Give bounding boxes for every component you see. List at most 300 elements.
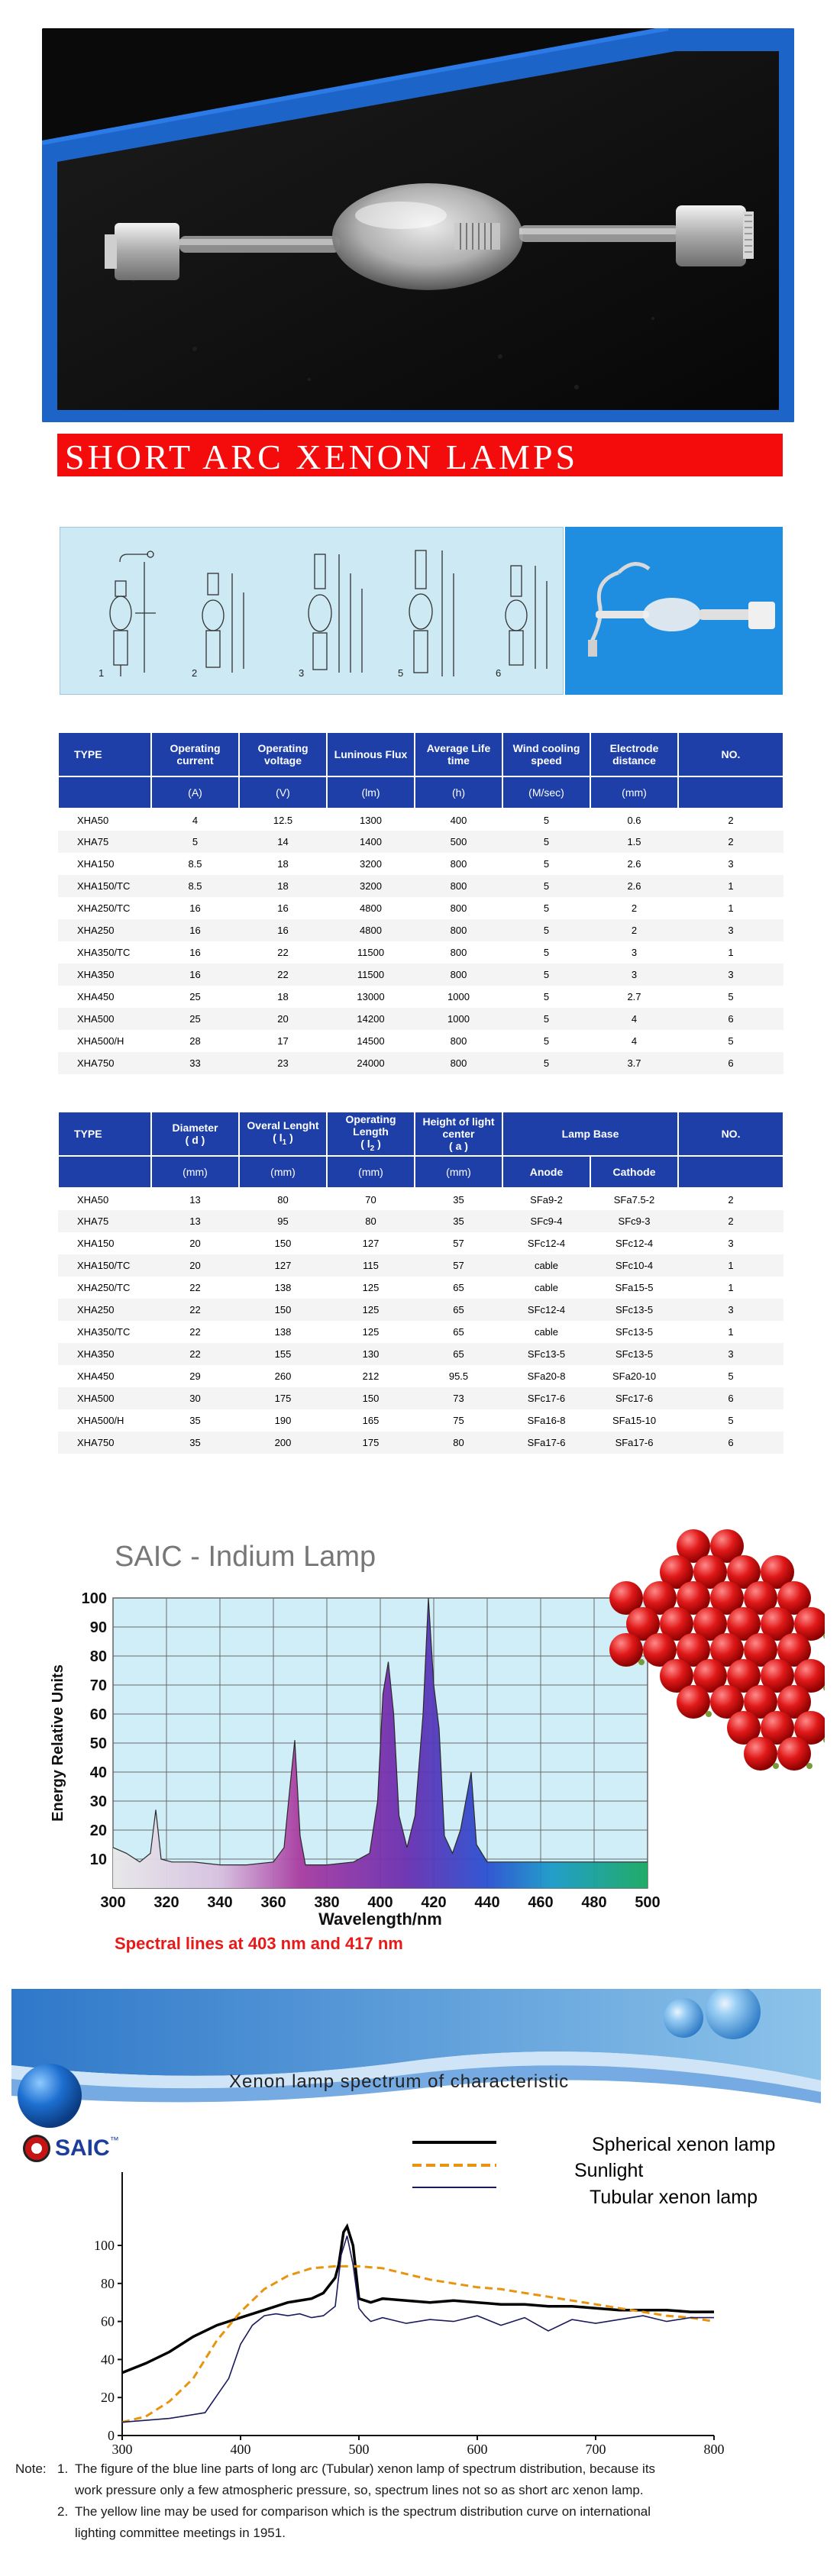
indium-y-tick: 70 — [89, 1677, 107, 1694]
table-cell: 18 — [239, 875, 327, 897]
table-cell: 16 — [151, 941, 239, 964]
table-row — [58, 1387, 783, 1409]
note-number-2: 2. — [57, 2504, 69, 2519]
indium-x-tick: 500 — [635, 1894, 661, 1911]
table-cell: 2 — [678, 1210, 783, 1232]
table-cell: 16 — [151, 919, 239, 941]
table-cell: 212 — [327, 1365, 415, 1387]
table-cell: 4800 — [327, 919, 415, 941]
table-cell: 70 — [327, 1188, 415, 1210]
table-cell: 35 — [415, 1188, 502, 1210]
table-cell: 25 — [151, 1008, 239, 1030]
table-cell: 6 — [678, 1008, 783, 1030]
electrical-specs-table — [57, 731, 784, 1074]
table-cell: 3.7 — [590, 1052, 678, 1074]
table-cell: 22 — [239, 964, 327, 986]
table-cell: 400 — [415, 809, 502, 831]
table-cell: 5 — [678, 1365, 783, 1387]
figure-number-1: 1 — [99, 667, 105, 679]
table-cell: SFc13-5 — [590, 1299, 678, 1321]
table-cell: 22 — [151, 1321, 239, 1343]
dimension-specs-table — [57, 1111, 784, 1454]
table-cell: 2 — [678, 809, 783, 831]
xenon-x-tick: 500 — [348, 2442, 370, 2455]
xenon-x-tick-labels — [112, 2436, 725, 2455]
unit-cell — [58, 1156, 151, 1188]
table-cell: 2.6 — [590, 875, 678, 897]
unit-cell: (mm) — [590, 776, 678, 809]
table-cell: 5 — [678, 1409, 783, 1432]
molecule-atom — [677, 1685, 710, 1719]
table-row — [58, 986, 783, 1008]
table-cell: 35 — [151, 1409, 239, 1432]
table-cell: 22 — [239, 941, 327, 964]
table-cell: 2 — [678, 1188, 783, 1210]
table-cell: 500 — [415, 831, 502, 853]
table-cell: 5 — [502, 897, 590, 919]
table-cell: XHA350 — [58, 964, 151, 986]
table-row — [58, 1232, 783, 1254]
saic-trademark: ™ — [109, 2135, 119, 2145]
table-cell: 125 — [327, 1299, 415, 1321]
note-1-line-1: The figure of the blue line parts of long arc (Tubular) xenon lamp of spectrum distribution, because its — [75, 2461, 656, 2476]
table-cell: 16 — [239, 919, 327, 941]
table-cell: 190 — [239, 1409, 327, 1432]
table-row — [58, 1188, 783, 1210]
table-cell: 3200 — [327, 853, 415, 875]
table-cell: 138 — [239, 1321, 327, 1343]
table-cell: 30 — [151, 1387, 239, 1409]
table-cell: SFa9-2 — [502, 1188, 590, 1210]
unit-cell: (V) — [239, 776, 327, 809]
table-cell: 260 — [239, 1365, 327, 1387]
table-cell: 35 — [151, 1432, 239, 1454]
table-cell: 14500 — [327, 1030, 415, 1052]
table-cell: XHA150/TC — [58, 875, 151, 897]
table-cell: 28 — [151, 1030, 239, 1052]
xenon-x-tick: 400 — [230, 2442, 251, 2455]
table-cell: SFa7.5-2 — [590, 1188, 678, 1210]
table-cell: XHA350/TC — [58, 1321, 151, 1343]
note-2-line-1: The yellow line may be used for comparison which is the spectrum distribution curve on international — [75, 2504, 651, 2519]
table-row — [58, 1008, 783, 1030]
table-cell: 0.6 — [590, 809, 678, 831]
indium-x-tick: 400 — [367, 1894, 393, 1911]
lamp-dimension-diagrams — [60, 527, 564, 695]
dimension-specs-rows — [58, 1188, 783, 1454]
indium-y-tick: 100 — [81, 1590, 107, 1607]
table-cell: 800 — [415, 897, 502, 919]
table-cell: 4800 — [327, 897, 415, 919]
molecule-atom — [777, 1737, 811, 1771]
table-cell: 6 — [678, 1432, 783, 1454]
table-cell: 23 — [239, 1052, 327, 1074]
table-cell: 127 — [239, 1254, 327, 1277]
table-cell: 35 — [415, 1210, 502, 1232]
table-cell: 1000 — [415, 986, 502, 1008]
indium-x-tick: 320 — [153, 1894, 179, 1911]
series-sunlight — [122, 2266, 714, 2422]
indium-x-tick: 380 — [314, 1894, 340, 1911]
col-header-average-life-time: Average Life time — [415, 732, 502, 776]
table-cell: XHA150/TC — [58, 1254, 151, 1277]
indium-y-tick-labels — [82, 1590, 107, 1868]
xenon-x-tick: 600 — [467, 2442, 488, 2455]
table-cell: 80 — [239, 1188, 327, 1210]
saic-logo-mark — [23, 2135, 50, 2162]
table-cell: 22 — [151, 1343, 239, 1365]
indium-x-tick-labels — [100, 1894, 660, 1911]
unit-cell: (A) — [151, 776, 239, 809]
indium-chart-title: SAIC - Indium Lamp — [115, 1541, 376, 1573]
overall-length-label: Overal Lenght — [247, 1119, 319, 1131]
col-header-cathode: Cathode — [590, 1156, 678, 1188]
banner-title: SHORT ARC XENON LAMPS — [65, 437, 579, 476]
table-cell: 75 — [415, 1409, 502, 1432]
col-header-type: TYPE — [58, 1112, 151, 1156]
table-cell: 1 — [678, 1254, 783, 1277]
table-row — [58, 1254, 783, 1277]
indium-x-axis-label: Wavelength/nm — [318, 1909, 442, 1929]
table-row — [58, 1299, 783, 1321]
table-row — [58, 853, 783, 875]
table-cell: 17 — [239, 1030, 327, 1052]
table-cell: SFc13-5 — [590, 1321, 678, 1343]
table-cell: 2 — [590, 919, 678, 941]
indium-y-tick: 30 — [89, 1793, 107, 1810]
indium-x-tick: 440 — [474, 1894, 500, 1911]
table-cell: XHA75 — [58, 831, 151, 853]
molecule-atom — [744, 1737, 777, 1771]
table-cell: 5 — [502, 986, 590, 1008]
table-cell: 8.5 — [151, 853, 239, 875]
table-cell: XHA750 — [58, 1432, 151, 1454]
table-cell: 12.5 — [239, 809, 327, 831]
table-row — [58, 875, 783, 897]
saic-logo-text: SAIC — [55, 2135, 110, 2161]
table-row — [58, 1052, 783, 1074]
table-cell: 2.7 — [590, 986, 678, 1008]
molecule-bond — [806, 1763, 813, 1769]
table-cell: XHA500/H — [58, 1030, 151, 1052]
molecule-graphic — [603, 1527, 825, 1779]
table-cell: 5 — [502, 809, 590, 831]
table-cell: 800 — [415, 853, 502, 875]
title-banner — [57, 434, 783, 476]
table-cell: SFc9-3 — [590, 1210, 678, 1232]
xenon-y-tick: 20 — [101, 2390, 115, 2406]
table-cell: SFc17-6 — [502, 1387, 590, 1409]
table-cell: 14200 — [327, 1008, 415, 1030]
col-header-operating-length — [327, 1112, 415, 1156]
table-cell: 1300 — [327, 809, 415, 831]
table-cell: 5 — [678, 1030, 783, 1052]
table-cell: 1000 — [415, 1008, 502, 1030]
indium-caption: Spectral lines at 403 nm and 417 nm — [115, 1934, 403, 1953]
indium-y-tick: 40 — [89, 1764, 107, 1781]
legend-tubular-xenon-lamp: Tubular xenon lamp — [590, 2187, 758, 2208]
table-cell: 11500 — [327, 941, 415, 964]
indium-y-axis-label: Energy Relative Units — [50, 1664, 66, 1822]
xenon-chart-title: Xenon lamp spectrum of characteristic — [229, 2071, 570, 2092]
lamp-cable-photo — [565, 527, 783, 695]
table-cell: 800 — [415, 1030, 502, 1052]
table-row — [58, 1432, 783, 1454]
table-cell: 5 — [502, 831, 590, 853]
table-cell: 14 — [239, 831, 327, 853]
unit-cell: (M/sec) — [502, 776, 590, 809]
table-cell: XHA500 — [58, 1008, 151, 1030]
col-header-operating-voltage: Operating voltage — [239, 732, 327, 776]
xenon-y-tick: 40 — [101, 2352, 115, 2368]
table-cell: XHA500/H — [58, 1409, 151, 1432]
table-cell: 155 — [239, 1343, 327, 1365]
table-cell: XHA350/TC — [58, 941, 151, 964]
table-cell: 800 — [415, 919, 502, 941]
table-cell: 138 — [239, 1277, 327, 1299]
table-row — [58, 1409, 783, 1432]
note-item-2 — [15, 2501, 825, 2544]
table-cell: 150 — [327, 1387, 415, 1409]
col-header-overall-length — [239, 1112, 327, 1156]
indium-x-tick: 460 — [528, 1894, 554, 1911]
table-cell: 3 — [678, 919, 783, 941]
table-cell: 8.5 — [151, 875, 239, 897]
table-cell: cable — [502, 1254, 590, 1277]
xenon-spectrum-chart — [61, 2130, 748, 2455]
col-header-operating-current: Operating current — [151, 732, 239, 776]
table-cell: 3 — [678, 1343, 783, 1365]
unit-cell: (mm) — [415, 1156, 502, 1188]
table-cell: SFa15-10 — [590, 1409, 678, 1432]
table-cell: 5 — [502, 853, 590, 875]
table-cell: XHA150 — [58, 1232, 151, 1254]
table-cell: XHA250 — [58, 919, 151, 941]
table-row — [58, 831, 783, 853]
xenon-x-tick: 800 — [703, 2442, 725, 2455]
xenon-y-tick: 60 — [101, 2313, 115, 2329]
table-cell: 125 — [327, 1321, 415, 1343]
table-cell: SFc12-4 — [502, 1299, 590, 1321]
table-cell: 20 — [151, 1232, 239, 1254]
table-row — [58, 1210, 783, 1232]
molecule-bond — [706, 1711, 712, 1717]
table-cell: 13000 — [327, 986, 415, 1008]
molecule-atom — [609, 1633, 643, 1667]
table-cell: 25 — [151, 986, 239, 1008]
xenon-y-tick: 100 — [94, 2238, 115, 2253]
table-row — [58, 1321, 783, 1343]
table-cell: 73 — [415, 1387, 502, 1409]
operating-length-label: Operating Length — [345, 1112, 396, 1138]
operating-length-symbol: ( $l_2$ ) — [360, 1137, 381, 1153]
table-cell: 1 — [678, 1321, 783, 1343]
col-header-type: TYPE — [58, 732, 151, 776]
table-cell: 95 — [239, 1210, 327, 1232]
table-cell: 22 — [151, 1299, 239, 1321]
indium-y-tick: 10 — [89, 1851, 107, 1868]
table-cell: XHA50 — [58, 809, 151, 831]
indium-y-tick: 50 — [89, 1735, 107, 1752]
col-header-diameter — [151, 1112, 239, 1156]
col-header-height-of-light-center — [415, 1112, 502, 1156]
table-cell: 125 — [327, 1277, 415, 1299]
table-cell: 5 — [502, 964, 590, 986]
table-cell: 165 — [327, 1409, 415, 1432]
table-cell: 65 — [415, 1321, 502, 1343]
xenon-y-tick: 0 — [108, 2428, 115, 2443]
table-cell: cable — [502, 1277, 590, 1299]
indium-x-tick: 300 — [100, 1894, 126, 1911]
table-cell: 5 — [502, 941, 590, 964]
table-cell: XHA450 — [58, 986, 151, 1008]
table-cell: 4 — [151, 809, 239, 831]
table-cell: 800 — [415, 1052, 502, 1074]
table-cell: 3 — [678, 1232, 783, 1254]
table-cell: 5 — [502, 875, 590, 897]
table-cell: 24000 — [327, 1052, 415, 1074]
table-cell: 3 — [590, 941, 678, 964]
table-cell: 33 — [151, 1052, 239, 1074]
table-cell: 65 — [415, 1343, 502, 1365]
height-label: Height of light center — [422, 1115, 495, 1140]
table-cell: XHA500 — [58, 1387, 151, 1409]
molecule-atoms — [609, 1529, 825, 1771]
table-cell: SFa16-8 — [502, 1409, 590, 1432]
table-cell: 115 — [327, 1254, 415, 1277]
legend-sunlight: Sunlight — [574, 2160, 644, 2181]
lamp-photo — [42, 28, 794, 422]
table-cell: XHA350 — [58, 1343, 151, 1365]
table-cell: 3 — [678, 964, 783, 986]
indium-y-tick: 20 — [89, 1822, 107, 1839]
table-cell: 5 — [502, 919, 590, 941]
table-row — [58, 897, 783, 919]
note-1-line-2: work pressure only a few atmospheric pressure, so, spectrum lines not so as short arc xenon lamp. — [75, 2483, 644, 2497]
unit-cell — [678, 1156, 783, 1188]
table-cell: 13 — [151, 1210, 239, 1232]
indium-y-tick: 60 — [89, 1706, 107, 1723]
diameter-symbol: ( d ) — [185, 1134, 205, 1146]
lamp-photo-illustration — [42, 28, 794, 422]
table-cell: 2.6 — [590, 853, 678, 875]
indium-y-tick: 80 — [89, 1648, 107, 1665]
table-cell: 4 — [590, 1030, 678, 1052]
col-header-no: NO. — [678, 1112, 783, 1156]
table-cell: SFa15-5 — [590, 1277, 678, 1299]
table-cell: 800 — [415, 964, 502, 986]
table-cell: 1 — [678, 897, 783, 919]
table-cell: 1.5 — [590, 831, 678, 853]
table-cell: 6 — [678, 1387, 783, 1409]
table-cell: 95.5 — [415, 1365, 502, 1387]
xenon-y-tick: 80 — [101, 2275, 115, 2291]
note-2-line-2: lighting committee meetings in 1951. — [75, 2526, 286, 2540]
table-cell: 65 — [415, 1299, 502, 1321]
indium-x-tick: 340 — [207, 1894, 233, 1911]
table-row — [58, 919, 783, 941]
table-cell: 16 — [151, 897, 239, 919]
table-cell: 6 — [678, 1052, 783, 1074]
table-cell: 2 — [678, 831, 783, 853]
table-cell: 13 — [151, 1188, 239, 1210]
table-cell: 1400 — [327, 831, 415, 853]
col-header-anode: Anode — [502, 1156, 590, 1188]
col-header-wind-cooling-speed: Wind cooling speed — [502, 732, 590, 776]
table-cell: SFc12-4 — [590, 1232, 678, 1254]
table-cell: 65 — [415, 1277, 502, 1299]
table-cell: 57 — [415, 1232, 502, 1254]
indium-x-tick: 480 — [581, 1894, 607, 1911]
unit-cell — [678, 776, 783, 809]
col-header-electrode-distance: Electrode distance — [590, 732, 678, 776]
figure-number-6: 6 — [496, 667, 502, 679]
table-cell: 1 — [678, 875, 783, 897]
xenon-x-tick: 700 — [585, 2442, 606, 2455]
table-cell: 130 — [327, 1343, 415, 1365]
table-cell: cable — [502, 1321, 590, 1343]
table-cell: 57 — [415, 1254, 502, 1277]
table-cell: SFc17-6 — [590, 1387, 678, 1409]
note-number-1: 1. — [57, 2461, 69, 2476]
table-cell: 18 — [239, 853, 327, 875]
col-header-no: NO. — [678, 732, 783, 776]
xenon-y-tick-labels — [94, 2238, 122, 2443]
table-cell: 127 — [327, 1232, 415, 1254]
col-header-luminous-flux: Luninous Flux — [327, 732, 415, 776]
table-cell: 175 — [239, 1387, 327, 1409]
molecule-bond — [638, 1659, 645, 1665]
unit-cell: (lm) — [327, 776, 415, 809]
indium-x-tick: 420 — [421, 1894, 447, 1911]
table-cell: 3 — [678, 1299, 783, 1321]
dimension-drawings — [60, 528, 564, 696]
table-cell: XHA750 — [58, 1052, 151, 1074]
table-cell: 80 — [415, 1432, 502, 1454]
table-row — [58, 1277, 783, 1299]
diameter-label: Diameter — [172, 1122, 218, 1134]
table-cell: 150 — [239, 1299, 327, 1321]
indium-x-tick: 360 — [260, 1894, 286, 1911]
table-cell: 4 — [590, 1008, 678, 1030]
unit-cell — [58, 776, 151, 809]
electrical-specs-rows — [58, 809, 783, 1074]
table-row — [58, 809, 783, 831]
table-cell: 3200 — [327, 875, 415, 897]
table-cell: 5 — [502, 1008, 590, 1030]
notes-section — [15, 2458, 825, 2544]
table-cell: SFc12-4 — [502, 1232, 590, 1254]
table-cell: 800 — [415, 875, 502, 897]
table-cell: 16 — [151, 964, 239, 986]
molecule-bond — [773, 1763, 779, 1769]
table-cell: 2 — [590, 897, 678, 919]
table-cell: 3 — [590, 964, 678, 986]
unit-cell: (mm) — [151, 1156, 239, 1188]
table-row — [58, 964, 783, 986]
table-cell: 5 — [151, 831, 239, 853]
table-cell: SFa17-6 — [502, 1432, 590, 1454]
table-cell: 5 — [502, 1030, 590, 1052]
table-cell: SFa17-6 — [590, 1432, 678, 1454]
figure-number-3: 3 — [299, 667, 305, 679]
table-cell: 20 — [151, 1254, 239, 1277]
table-cell: XHA75 — [58, 1210, 151, 1232]
table-cell: 3 — [678, 853, 783, 875]
table-cell: SFa20-10 — [590, 1365, 678, 1387]
table-cell: 22 — [151, 1277, 239, 1299]
note-item-1 — [15, 2458, 825, 2501]
